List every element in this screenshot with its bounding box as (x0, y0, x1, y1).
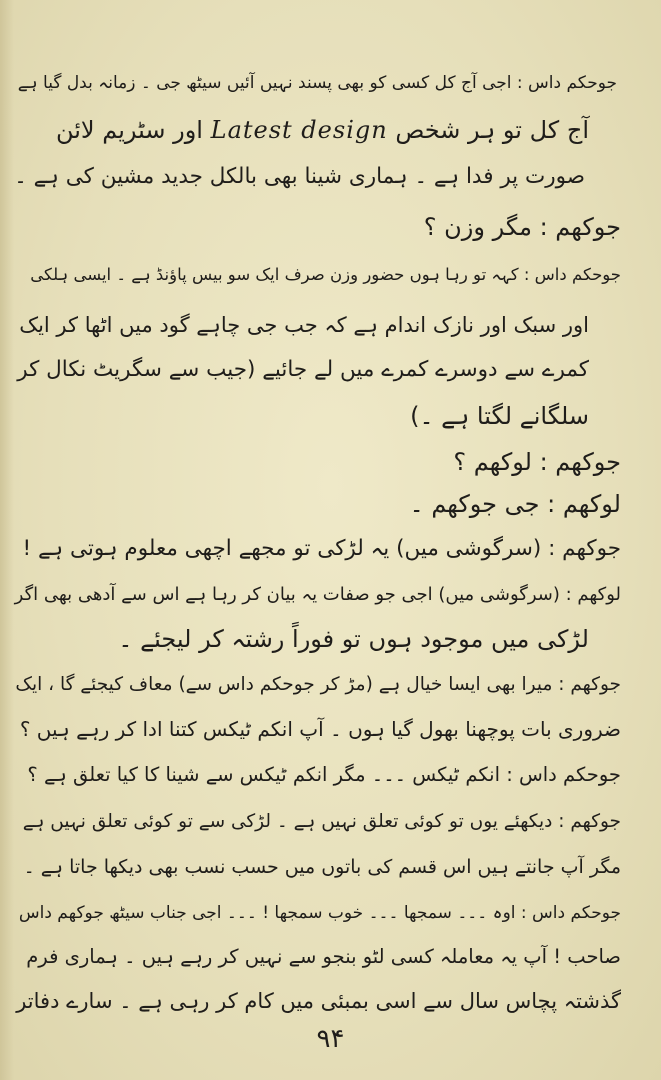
text-line-2-prefix: آج کل تو ہر شخص (395, 116, 589, 144)
text-line-4: جوکھم : مگر وزن ؟ (423, 213, 621, 241)
text-line-7: کمرے سے دوسرے کمرے میں لے جائیے (جیب سے سگریٹ نکال کر (17, 357, 589, 382)
text-line-9: جوکھم : لوکھم ؟ (453, 448, 621, 476)
text-line-1: جوحکم داس : اجی آج کل کسی کو بھی پسند نہیں آئیں سیٹھ جی ۔ زمانہ بدل گیا ہے (17, 73, 617, 93)
text-line-17: جوکھم : دیکھئے یوں تو کوئی تعلق نہیں ہے ۔ لڑکی سے تو کوئی تعلق نہیں ہے (22, 811, 621, 832)
handwritten-latin-text: Latest design (210, 116, 388, 144)
text-line-19: جوحکم داس : اوہ ۔۔۔ سمجھا ۔۔۔ خوب سمجھا ! ۔۔۔ اجی جناب سیٹھ جوکھم داس (18, 903, 621, 923)
text-line-13: لڑکی میں موجود ہوں تو فوراً رشتہ کر لیجئے ۔ (118, 625, 589, 653)
text-line-10: لوکھم : جی جوکھم ۔ (409, 490, 621, 518)
text-line-14: جوکھم : میرا بھی ایسا خیال ہے (مڑ کر جوحکم داس سے) معاف کیجئے گا ، ایک (15, 674, 621, 695)
text-line-2-suffix: اور سٹریم لائن (55, 116, 203, 144)
text-line-20: صاحب ! آپ یہ معاملہ کسی لٹو بنجو سے نہیں کر رہے ہیں ۔ ہماری فرم (26, 945, 621, 968)
text-line-11: جوکھم : (سرگوشی میں) یہ لڑکی تو مجھے اچھی معلوم ہوتی ہے ! (22, 536, 621, 561)
text-line-21: گذشتہ پچاس سال سے اسی بمبئی میں کام کر رہی ہے ۔ سارے دفاتر (16, 989, 621, 1013)
page-number: ۹۴ (316, 1024, 345, 1054)
text-line-2 (56, 113, 589, 147)
text-line-5: جوحکم داس : کہہ تو رہا ہوں حضور وزن صرف ایک سو بیس پاؤنڈ ہے ۔ ایسی ہلکی (30, 265, 621, 284)
text-line-18: مگر آپ جانتے ہیں اس قسم کی باتوں میں حسب نسب بھی دیکھا جاتا ہے ۔ (23, 856, 621, 878)
text-line-16: جوحکم داس : انکم ٹیکس ۔۔۔ مگر انکم ٹیکس سے شینا کا کیا تعلق ہے ؟ (27, 763, 621, 786)
text-line-6: اور سبک اور نازک اندام ہے کہ جب جی چاہے گود میں اٹھا کر ایک (19, 313, 589, 337)
text-line-3: صورت پر فدا ہے ۔ ہماری شینا بھی بالکل جدید مشین کی ہے ۔ (14, 164, 585, 189)
text-line-12: لوکھم : (سرگوشی میں) اجی جو صفات یہ بیان کر رہا ہے اس سے آدھی بھی اگر (14, 584, 621, 605)
text-line-8: سلگانے لگتا ہے ۔) (410, 402, 589, 430)
text-line-15: ضروری بات پوچھنا بھول گیا ہوں ۔ آپ انکم ٹیکس کتنا ادا کر رہے ہیں ؟ (19, 717, 621, 741)
